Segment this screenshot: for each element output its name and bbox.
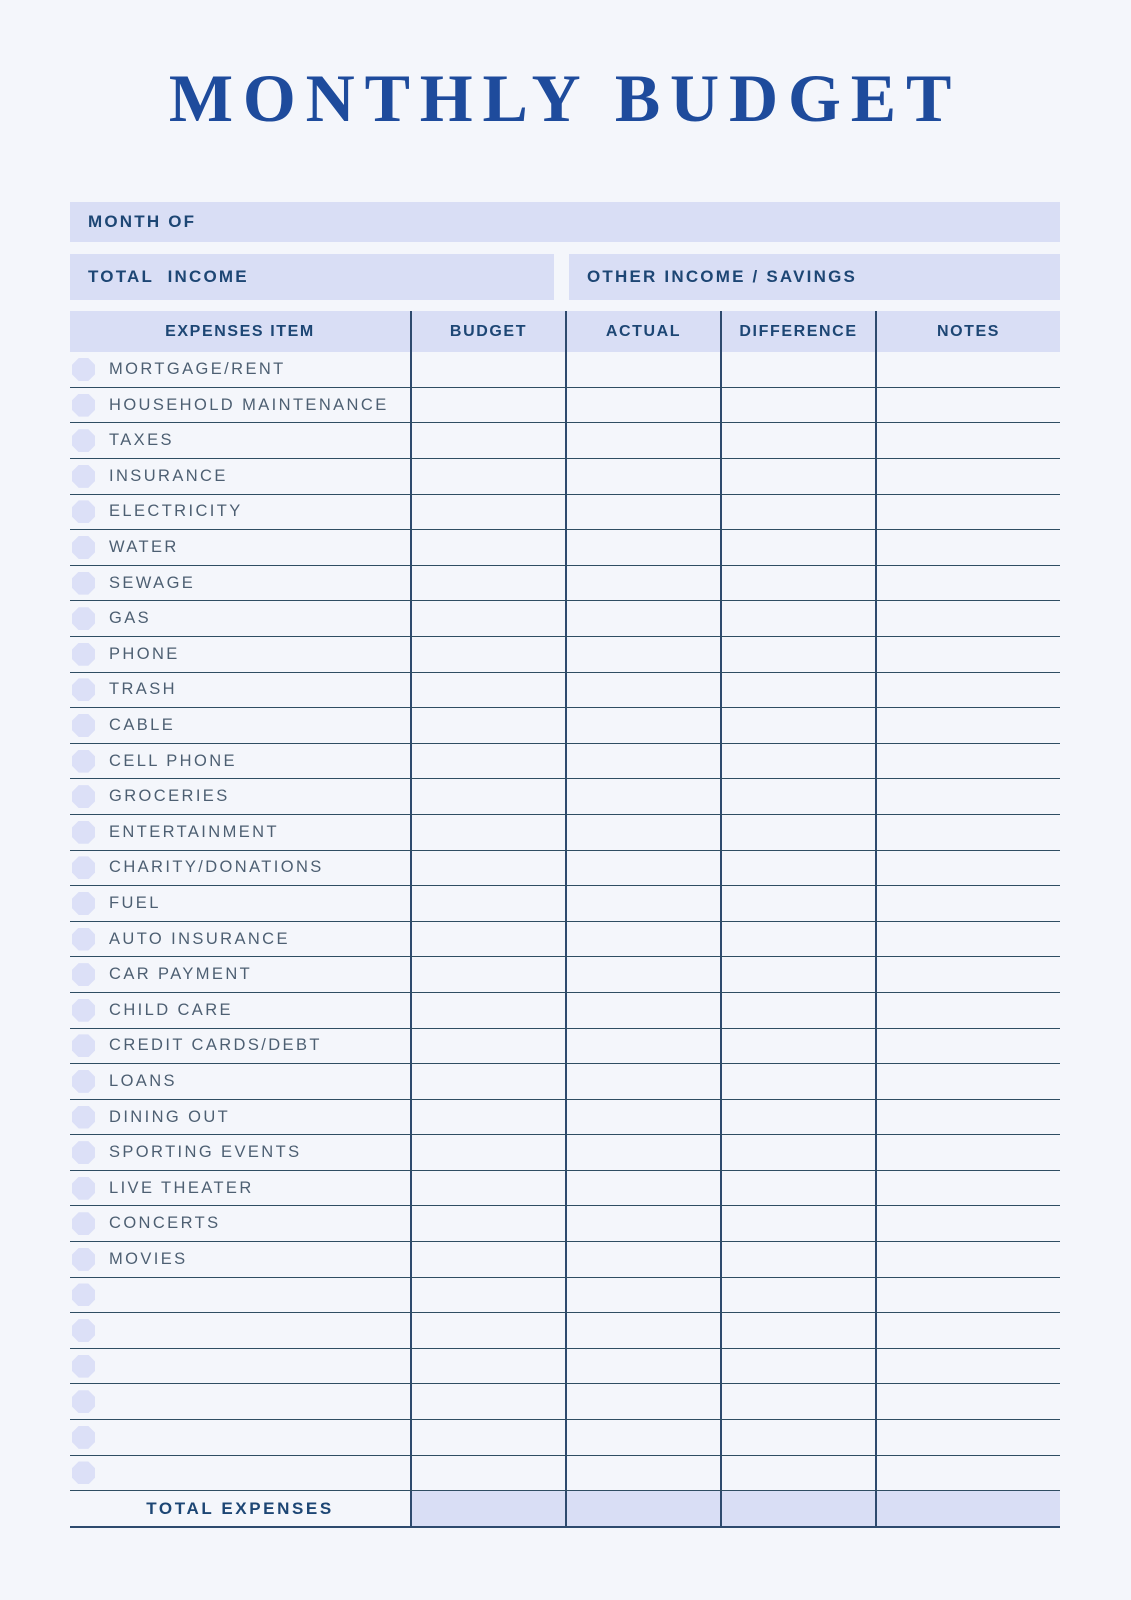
difference-cell[interactable]: [720, 423, 875, 458]
actual-cell[interactable]: [565, 993, 720, 1028]
notes-cell[interactable]: [875, 1456, 1060, 1491]
budget-cell[interactable]: [410, 495, 565, 530]
difference-cell[interactable]: [720, 1456, 875, 1491]
table-row: [70, 1278, 1060, 1314]
notes-cell[interactable]: [875, 530, 1060, 565]
expense-item-label: WATER: [109, 538, 179, 556]
expense-item-label: SEWAGE: [109, 573, 196, 592]
notes-cell[interactable]: [875, 1313, 1060, 1348]
notes-cell[interactable]: [875, 922, 1060, 957]
expense-label-cell: [70, 1456, 410, 1491]
table-row: [70, 1171, 1060, 1207]
total-expenses-label: TOTAL EXPENSES: [146, 1498, 334, 1518]
month-of-input[interactable]: [196, 202, 1060, 242]
difference-cell[interactable]: [720, 1278, 875, 1313]
budget-cell[interactable]: [410, 388, 565, 423]
table-row: [70, 1349, 1060, 1385]
expense-label-cell: [70, 708, 410, 743]
month-of-bar: [70, 202, 1060, 242]
actual-cell[interactable]: [565, 1313, 720, 1348]
expense-label-cell: [70, 744, 410, 779]
expense-label-cell: [70, 673, 410, 708]
table-row: [70, 530, 1060, 566]
table-row: [70, 922, 1060, 958]
budget-cell[interactable]: [410, 1064, 565, 1099]
other-income-savings-input[interactable]: [857, 254, 1060, 300]
difference-cell[interactable]: [720, 1313, 875, 1348]
difference-cell[interactable]: [720, 1135, 875, 1170]
actual-cell[interactable]: [565, 530, 720, 565]
expense-label-cell: [70, 1278, 410, 1313]
expense-item-label: MORTGAGE/RENT: [109, 360, 286, 379]
notes-cell[interactable]: [875, 708, 1060, 743]
table-row: [70, 1456, 1060, 1492]
actual-cell[interactable]: [565, 1206, 720, 1241]
notes-cell[interactable]: [875, 352, 1060, 387]
expense-label-cell: [70, 530, 410, 565]
expense-label-cell: [70, 566, 410, 601]
octagon-bullet-icon: [72, 999, 95, 1022]
actual-cell[interactable]: [565, 957, 720, 992]
difference-cell[interactable]: [720, 708, 875, 743]
budget-cell[interactable]: [410, 1242, 565, 1277]
notes-cell[interactable]: [875, 1100, 1060, 1135]
table-row: [70, 601, 1060, 637]
actual-cell[interactable]: [565, 815, 720, 850]
table-row: [70, 495, 1060, 531]
difference-cell[interactable]: [720, 815, 875, 850]
notes-cell[interactable]: [875, 1135, 1060, 1170]
expense-label-cell: [70, 815, 410, 850]
expenses-table: [70, 311, 1060, 1528]
actual-cell[interactable]: [565, 673, 720, 708]
expenses-table-header: [70, 311, 1060, 352]
budget-cell[interactable]: [410, 530, 565, 565]
notes-cell[interactable]: [875, 1349, 1060, 1384]
difference-cell[interactable]: [720, 566, 875, 601]
budget-cell[interactable]: [410, 601, 565, 636]
notes-cell[interactable]: [875, 423, 1060, 458]
expense-item-label: CREDIT CARDS/DEBT: [109, 1036, 322, 1055]
notes-cell[interactable]: [875, 1064, 1060, 1099]
budget-cell[interactable]: [410, 1384, 565, 1419]
budget-cell[interactable]: [410, 1171, 565, 1206]
expense-label-cell: [70, 1064, 410, 1099]
expense-label-cell: [70, 352, 410, 387]
octagon-bullet-icon: [72, 750, 95, 773]
budget-cell[interactable]: [410, 352, 565, 387]
difference-cell[interactable]: [720, 1064, 875, 1099]
budget-cell[interactable]: [410, 423, 565, 458]
expense-label-cell: [70, 495, 410, 530]
expense-label-cell: [70, 459, 410, 494]
actual-cell[interactable]: [565, 1171, 720, 1206]
expense-label-cell: [70, 601, 410, 636]
expense-item-label: TAXES: [109, 431, 174, 450]
expense-item-label: LIVE THEATER: [109, 1178, 254, 1197]
budget-cell[interactable]: [410, 1456, 565, 1491]
budget-cell[interactable]: [410, 1420, 565, 1455]
expense-label-cell: [70, 1171, 410, 1206]
expense-item-label: FUEL: [109, 893, 161, 912]
expense-label-cell: [70, 957, 410, 992]
octagon-bullet-icon: [72, 1177, 95, 1200]
octagon-bullet-icon: [72, 714, 95, 737]
octagon-bullet-icon: [72, 963, 95, 986]
total-difference-cell[interactable]: [720, 1491, 875, 1526]
expense-label-cell: [70, 1349, 410, 1384]
octagon-bullet-icon: [72, 1034, 95, 1057]
notes-cell[interactable]: [875, 779, 1060, 814]
expense-rows: [70, 352, 1060, 1491]
actual-cell[interactable]: [565, 1278, 720, 1313]
notes-cell[interactable]: [875, 637, 1060, 672]
header-notes: NOTES: [875, 311, 1060, 352]
actual-cell[interactable]: [565, 851, 720, 886]
expense-item-label: HOUSEHOLD MAINTENANCE: [109, 395, 389, 414]
difference-cell[interactable]: [720, 744, 875, 779]
budget-cell[interactable]: [410, 922, 565, 957]
notes-cell[interactable]: [875, 993, 1060, 1028]
expense-label-cell: [70, 1029, 410, 1064]
notes-cell[interactable]: [875, 815, 1060, 850]
expense-label-cell: [70, 1420, 410, 1455]
budget-cell[interactable]: [410, 993, 565, 1028]
difference-cell[interactable]: [720, 851, 875, 886]
expense-label-cell: [70, 1206, 410, 1241]
table-row: [70, 851, 1060, 887]
octagon-bullet-icon: [72, 1106, 95, 1129]
table-row: [70, 459, 1060, 495]
budget-cell[interactable]: [410, 1135, 565, 1170]
octagon-bullet-icon: [72, 572, 95, 595]
table-row: [70, 1135, 1060, 1171]
total-income-bar: [70, 254, 554, 300]
difference-cell[interactable]: [720, 530, 875, 565]
difference-cell[interactable]: [720, 1420, 875, 1455]
table-row: [70, 1313, 1060, 1349]
difference-cell[interactable]: [720, 352, 875, 387]
budget-cell[interactable]: [410, 779, 565, 814]
actual-cell[interactable]: [565, 423, 720, 458]
octagon-bullet-icon: [72, 928, 95, 951]
difference-cell[interactable]: [720, 459, 875, 494]
notes-cell[interactable]: [875, 1206, 1060, 1241]
expense-label-cell: [70, 1384, 410, 1419]
difference-cell[interactable]: [720, 673, 875, 708]
expense-item-label: DINING OUT: [109, 1107, 231, 1126]
actual-cell[interactable]: [565, 744, 720, 779]
octagon-bullet-icon: [72, 1355, 95, 1378]
table-row: [70, 708, 1060, 744]
expense-label-cell: [70, 851, 410, 886]
expense-item-label: AUTO INSURANCE: [109, 929, 290, 948]
budget-cell[interactable]: [410, 708, 565, 743]
table-row: [70, 993, 1060, 1029]
actual-cell[interactable]: [565, 459, 720, 494]
difference-cell[interactable]: [720, 1206, 875, 1241]
budget-cell[interactable]: [410, 744, 565, 779]
actual-cell[interactable]: [565, 1456, 720, 1491]
expense-item-label: SPORTING EVENTS: [109, 1143, 302, 1162]
actual-cell[interactable]: [565, 1029, 720, 1064]
expense-label-cell: [70, 388, 410, 423]
budget-cell[interactable]: [410, 1278, 565, 1313]
expense-item-label: CABLE: [109, 715, 176, 734]
actual-cell[interactable]: [565, 1135, 720, 1170]
actual-cell[interactable]: [565, 886, 720, 921]
octagon-bullet-icon: [72, 1461, 95, 1484]
budget-cell[interactable]: [410, 673, 565, 708]
notes-cell[interactable]: [875, 1171, 1060, 1206]
table-row: [70, 388, 1060, 424]
table-row: [70, 1100, 1060, 1136]
total-expenses-row: [70, 1491, 1060, 1528]
difference-cell[interactable]: [720, 637, 875, 672]
budget-cell[interactable]: [410, 1029, 565, 1064]
actual-cell[interactable]: [565, 388, 720, 423]
table-row: [70, 637, 1060, 673]
table-row: [70, 815, 1060, 851]
notes-cell[interactable]: [875, 601, 1060, 636]
total-income-input[interactable]: [249, 254, 554, 300]
difference-cell[interactable]: [720, 1029, 875, 1064]
table-row: [70, 957, 1060, 993]
expense-item-label: PHONE: [109, 644, 180, 663]
budget-cell[interactable]: [410, 637, 565, 672]
expense-label-cell: [70, 993, 410, 1028]
difference-cell[interactable]: [720, 601, 875, 636]
octagon-bullet-icon: [72, 465, 95, 488]
actual-cell[interactable]: [565, 1242, 720, 1277]
expense-item-label: ENTERTAINMENT: [109, 822, 279, 841]
octagon-bullet-icon: [72, 607, 95, 630]
expense-item-label: MOVIES: [109, 1249, 188, 1268]
difference-cell[interactable]: [720, 922, 875, 957]
octagon-bullet-icon: [72, 394, 95, 417]
expense-label-cell: [70, 1135, 410, 1170]
difference-cell[interactable]: [720, 388, 875, 423]
notes-cell[interactable]: [875, 744, 1060, 779]
octagon-bullet-icon: [72, 821, 95, 844]
table-row: [70, 1206, 1060, 1242]
octagon-bullet-icon: [72, 785, 95, 808]
table-row: [70, 1242, 1060, 1278]
notes-cell[interactable]: [875, 495, 1060, 530]
actual-cell[interactable]: [565, 922, 720, 957]
month-of-label: MONTH OF: [88, 212, 197, 232]
header-difference: DIFFERENCE: [720, 311, 875, 352]
octagon-bullet-icon: [72, 1319, 95, 1342]
expense-label-cell: [70, 1100, 410, 1135]
expense-item-label: CHARITY/DONATIONS: [109, 858, 324, 877]
header-budget: BUDGET: [410, 311, 565, 352]
expense-item-label: CELL PHONE: [109, 751, 237, 770]
notes-cell[interactable]: [875, 459, 1060, 494]
expense-item-label: LOANS: [109, 1071, 177, 1090]
expense-item-label: CONCERTS: [109, 1214, 221, 1233]
actual-cell[interactable]: [565, 1349, 720, 1384]
difference-cell[interactable]: [720, 1171, 875, 1206]
octagon-bullet-icon: [72, 1212, 95, 1235]
notes-cell[interactable]: [875, 566, 1060, 601]
actual-cell[interactable]: [565, 566, 720, 601]
total-budget-cell[interactable]: [410, 1491, 565, 1526]
notes-cell[interactable]: [875, 388, 1060, 423]
difference-cell[interactable]: [720, 993, 875, 1028]
difference-cell[interactable]: [720, 957, 875, 992]
difference-cell[interactable]: [720, 1242, 875, 1277]
octagon-bullet-icon: [72, 1248, 95, 1271]
octagon-bullet-icon: [72, 1141, 95, 1164]
budget-cell[interactable]: [410, 1349, 565, 1384]
difference-cell[interactable]: [720, 779, 875, 814]
budget-cell[interactable]: [410, 1206, 565, 1241]
table-row: [70, 1420, 1060, 1456]
notes-cell[interactable]: [875, 1029, 1060, 1064]
budget-cell[interactable]: [410, 459, 565, 494]
difference-cell[interactable]: [720, 495, 875, 530]
income-section: [70, 254, 1060, 300]
table-row: [70, 886, 1060, 922]
difference-cell[interactable]: [720, 886, 875, 921]
notes-cell[interactable]: [875, 1278, 1060, 1313]
notes-cell[interactable]: [875, 851, 1060, 886]
expense-item-label: GAS: [109, 609, 152, 628]
header-expenses-item: EXPENSES ITEM: [165, 322, 315, 340]
expense-item-label: GROCERIES: [109, 787, 230, 806]
budget-cell[interactable]: [410, 886, 565, 921]
table-row: [70, 1064, 1060, 1100]
total-actual-cell[interactable]: [565, 1491, 720, 1526]
notes-cell[interactable]: [875, 1384, 1060, 1419]
actual-cell[interactable]: [565, 637, 720, 672]
actual-cell[interactable]: [565, 495, 720, 530]
octagon-bullet-icon: [72, 892, 95, 915]
octagon-bullet-icon: [72, 1283, 95, 1306]
header-actual: ACTUAL: [565, 311, 720, 352]
actual-cell[interactable]: [565, 1100, 720, 1135]
actual-cell[interactable]: [565, 1420, 720, 1455]
table-row: [70, 744, 1060, 780]
other-income-savings-bar: [569, 254, 1060, 300]
notes-cell[interactable]: [875, 957, 1060, 992]
expense-label-cell: [70, 637, 410, 672]
octagon-bullet-icon: [72, 536, 95, 559]
budget-cell[interactable]: [410, 566, 565, 601]
total-expenses-label-cell: [70, 1491, 410, 1526]
table-row: [70, 1029, 1060, 1065]
table-row: [70, 673, 1060, 709]
total-income-label: TOTAL INCOME: [88, 267, 249, 287]
expense-item-label: INSURANCE: [109, 466, 228, 485]
actual-cell[interactable]: [565, 1384, 720, 1419]
table-row: [70, 779, 1060, 815]
expense-label-cell: [70, 1242, 410, 1277]
notes-cell[interactable]: [875, 886, 1060, 921]
expense-item-label: CAR PAYMENT: [109, 965, 253, 984]
octagon-bullet-icon: [72, 1426, 95, 1449]
difference-cell[interactable]: [720, 1100, 875, 1135]
notes-cell[interactable]: [875, 1420, 1060, 1455]
octagon-bullet-icon: [72, 500, 95, 523]
actual-cell[interactable]: [565, 352, 720, 387]
expense-item-label: TRASH: [109, 680, 177, 699]
octagon-bullet-icon: [72, 678, 95, 701]
actual-cell[interactable]: [565, 1064, 720, 1099]
expense-item-label: CHILD CARE: [109, 1000, 233, 1019]
other-income-savings-label: OTHER INCOME / SAVINGS: [587, 267, 858, 287]
actual-cell[interactable]: [565, 779, 720, 814]
table-row: [70, 352, 1060, 388]
octagon-bullet-icon: [72, 429, 95, 452]
octagon-bullet-icon: [72, 643, 95, 666]
table-row: [70, 423, 1060, 459]
expense-item-label: ELECTRICITY: [109, 502, 243, 521]
difference-cell[interactable]: [720, 1349, 875, 1384]
notes-cell[interactable]: [875, 673, 1060, 708]
actual-cell[interactable]: [565, 601, 720, 636]
octagon-bullet-icon: [72, 1390, 95, 1413]
budget-cell[interactable]: [410, 957, 565, 992]
expense-label-cell: [70, 779, 410, 814]
budget-cell[interactable]: [410, 851, 565, 886]
octagon-bullet-icon: [72, 358, 95, 381]
actual-cell[interactable]: [565, 708, 720, 743]
expense-label-cell: [70, 423, 410, 458]
expense-label-cell: [70, 1313, 410, 1348]
difference-cell[interactable]: [720, 1384, 875, 1419]
table-row: [70, 1384, 1060, 1420]
expense-label-cell: [70, 922, 410, 957]
expense-label-cell: [70, 886, 410, 921]
octagon-bullet-icon: [72, 1070, 95, 1093]
budget-cell[interactable]: [410, 1100, 565, 1135]
table-row: [70, 566, 1060, 602]
page-title: MONTHLY BUDGET: [168, 60, 962, 136]
notes-cell[interactable]: [875, 1242, 1060, 1277]
budget-cell[interactable]: [410, 1313, 565, 1348]
octagon-bullet-icon: [72, 856, 95, 879]
total-notes-cell[interactable]: [875, 1491, 1060, 1526]
budget-cell[interactable]: [410, 815, 565, 850]
